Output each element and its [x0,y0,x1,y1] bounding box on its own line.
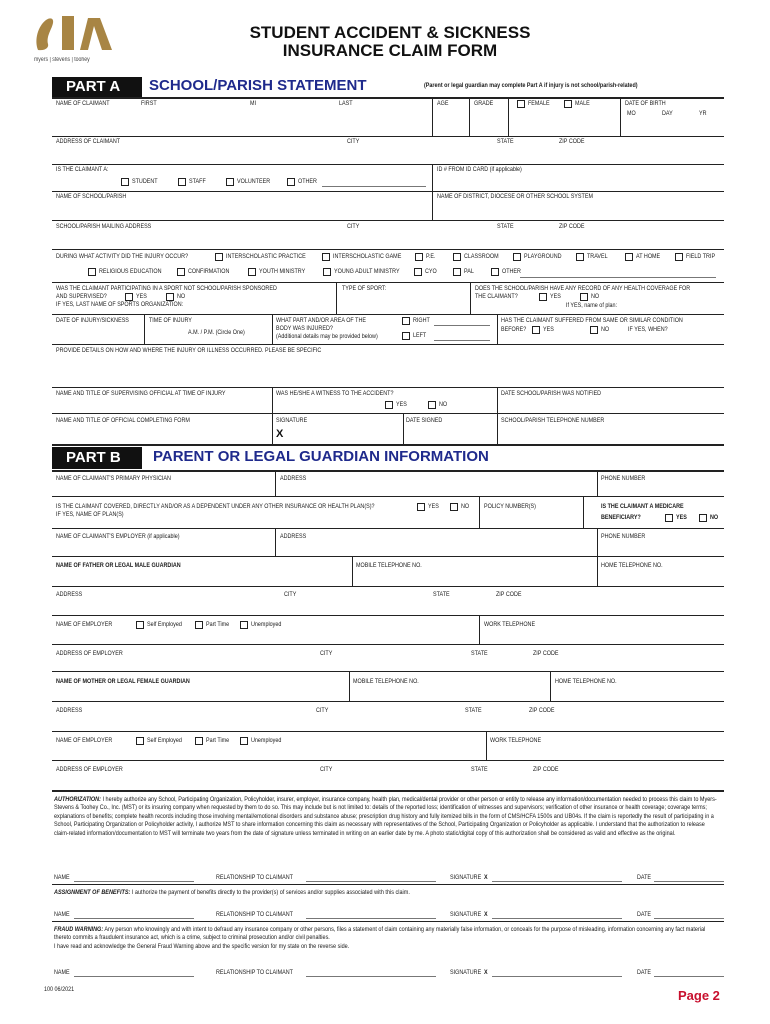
father-home-label: HOME TELEPHONE NO. [601,562,663,569]
activity-option-label: YOUTH MINISTRY [259,268,306,275]
activity-option-label: CYO [425,268,437,275]
other-label: OTHER [298,178,317,185]
fraud-sig-date-label: DATE [637,969,652,976]
suffered-yes-checkbox[interactable] [532,326,540,334]
assignment-heading: ASSIGNMENT OF BENEFITS: [54,889,131,896]
authorization-text: I hereby authorize any School, Participating Organization, Policyholder, insurer, employer, insurance company, health plan, medical/dental provider or other person or entity to release any information/documentation needed to process this claim to Myers-Stevens & Toohey Co., Inc. (MST) or its insuring company when requested by them to do so. This may include but is not limited to: details of the reported loss; identification of witnesses and supervisors; verification of other insurance or health coverage; coverage terms; explanations of benefits; complete health records including those involving mental/emotional disorders and substance abuse; prescription drug history and fully itemized bills in the form of CMS/HCFA 1500s and UB04s. If the claim is reportedly the result of participating in a School, Participating Organization or Policyholder activity, I authorize MST to share information concerning this claim as necessary with representatives of the School, Participating Organization or Policyholder as applicable. I understand that the authorization to release claim-related information/documentation to MST will terminate two years from the date of signature unless terminated in writing on an earlier date by me. A photo static/digital copy of this authorization shall be considered as valid and effective as the original. [54,796,717,837]
assign-sig-date-label: DATE [637,911,652,918]
mother-mobile-label: MOBILE TELEPHONE NO. [353,678,419,685]
rule [52,387,724,388]
rule [597,556,598,586]
activity-option-label: TRAVEL [587,253,608,260]
day-label: DAY [662,110,673,117]
other-checkbox[interactable] [287,178,295,186]
mother-address-label: ADDRESS [56,707,83,714]
mailing-address-label: SCHOOL/PARISH MAILING ADDRESS [56,223,152,230]
employer-address-label: ADDRESS [280,533,307,540]
activity-checkbox[interactable] [415,253,423,261]
part-a-note: (Parent or legal guardian may complete Part A if injury is not school/parish-related) [424,82,638,89]
sport-yes-label: YES [136,293,147,300]
what-part-label-3: (Additional details may be provided below) [276,333,378,340]
activity-checkbox[interactable] [323,268,331,276]
rule [52,413,724,414]
part-b-label: PART B [52,447,142,469]
suffered-before-label-2: BEFORE? [501,326,527,333]
fraud-sig-signature-x: X [484,969,488,976]
form-title-line2: INSURANCE CLAIM FORM [282,41,498,60]
activity-option-label: RELIGIOUS EDUCATION [99,268,162,275]
school-phone-label: SCHOOL/PARISH TELEPHONE NUMBER [501,417,605,424]
covered-yes-checkbox[interactable] [417,503,425,511]
right-checkbox[interactable] [402,317,410,325]
sport-yes-checkbox[interactable] [125,293,133,301]
mother-employer-address-label: ADDRESS OF EMPLOYER [56,766,123,773]
fraud-heading: FRAUD WARNING: [54,926,104,933]
male-checkbox[interactable] [564,100,572,108]
rule [52,884,724,885]
activity-other-fill-line[interactable] [520,277,716,278]
date-notified-label: DATE SCHOOL/PARISH WAS NOTIFIED [501,390,602,397]
witness-no-label: NO [439,401,448,408]
supervising-official-label: NAME AND TITLE OF SUPERVISING OFFICIAL AT TIME OF INJURY [56,390,226,397]
city-label: CITY [347,138,360,145]
female-checkbox[interactable] [517,100,525,108]
rule [349,671,350,701]
provide-details-label: PROVIDE DETAILS ON HOW AND WHERE THE INJURY OR ILLNESS OCCURRED. PLEASE BE SPECIFIC [56,347,322,354]
rule [52,249,724,250]
rule [403,413,404,444]
mother-work-phone-label: WORK TELEPHONE [490,737,542,744]
left-label: LEFT [413,332,427,339]
witness-no-checkbox[interactable] [428,401,436,409]
other-fill-line[interactable] [322,186,426,187]
activity-checkbox[interactable] [177,268,185,276]
is-claimant-a-label: IS THE CLAIMANT A: [56,166,109,173]
mother-city-label: CITY [316,707,329,714]
male-label: MALE [575,100,590,107]
part-a-title: SCHOOL/PARISH STATEMENT [149,77,367,94]
rule [52,921,724,922]
suffered-no-label: NO [601,326,610,333]
assignment-text: I authorize the payment of benefits directly to the provider(s) of services and/or supplies associated with this claim. [131,889,410,896]
employer-label: NAME OF CLAIMANT'S EMPLOYER (if applicable) [56,533,180,540]
assign-sig-relationship-label: RELATIONSHIP TO CLAIMANT [216,911,293,918]
suffered-no-checkbox[interactable] [590,326,598,334]
father-state-label: STATE [433,591,450,598]
activity-option-label: YOUNG ADULT MINISTRY [334,268,400,275]
suffered-before-label-1: HAS THE CLAIMANT SUFFERED FROM SAME OR SIMILAR CONDITION [501,317,683,324]
volunteer-checkbox[interactable] [226,178,234,186]
fraud-paragraph [54,926,718,951]
form-title [160,24,620,60]
rule [52,731,724,732]
auth-sig-signature-x: X [484,874,488,881]
coverage-no-label: NO [591,293,600,300]
father-address-label: ADDRESS [56,591,83,598]
rule [620,99,621,136]
part-b-title: PARENT OR LEGAL GUARDIAN INFORMATION [153,448,489,465]
right-label: RIGHT [413,317,430,324]
auth-sig-name-label: NAME [54,874,70,881]
father-part-time-checkbox[interactable] [195,621,203,629]
rule [52,671,724,672]
witness-yes-label: YES [396,401,407,408]
primary-physician-label: NAME OF CLAIMANT'S PRIMARY PHYSICIAN [56,475,171,482]
sport-sponsored-label-3: IF YES, LAST NAME OF SPORTS ORGANIZATION: [56,301,184,308]
mother-self-employed-label: Self Employed [147,737,182,744]
mother-state-label: STATE [465,707,482,714]
assign-sig-name-label: NAME [54,911,70,918]
physician-phone-label: PHONE NUMBER [601,475,646,482]
rule [52,701,724,702]
policy-numbers-label: POLICY NUMBER(S) [484,503,536,510]
fraud-sig-name-field[interactable] [74,976,194,977]
rule [52,528,724,529]
mi-label: MI [250,100,257,107]
activity-option-label: CLASSROOM [464,253,499,260]
zip-label-2: ZIP CODE [559,223,585,230]
activity-option-label: CONFIRMATION [188,268,230,275]
rule [486,731,487,760]
covered-no-label: NO [461,503,470,510]
school-name-label: NAME OF SCHOOL/PARISH [56,193,127,200]
sport-sponsored-label-2: AND SUPERVISED? [56,293,107,300]
city-label-2: CITY [347,223,360,230]
rule [52,496,724,497]
activity-option-label: INTERSCHOLASTIC PRACTICE [226,253,306,260]
assign-sig-signature-x: X [484,911,488,918]
father-unemployed-checkbox[interactable] [240,621,248,629]
other-coverage-label-2: THE CLAIMANT? [475,293,518,300]
what-part-label-1: WHAT PART AND/OR AREA OF THE [276,317,366,324]
first-label: FIRST [141,100,157,107]
witness-label: WAS HE/SHE A WITNESS TO THE ACCIDENT? [276,390,394,397]
fraud-sig-signature-label: SIGNATURE [450,969,482,976]
activity-checkbox[interactable] [513,253,521,261]
father-mobile-label: MOBILE TELEPHONE NO. [356,562,422,569]
activity-option-label: PAL [464,268,474,275]
auth-sig-signature-label: SIGNATURE [450,874,482,881]
female-label: FEMALE [528,100,550,107]
suffered-yes-label: YES [543,326,554,333]
age-label: AGE [437,100,449,107]
rule [275,528,276,556]
father-part-time-label: Part Time [206,621,230,628]
auth-sig-relationship-field[interactable] [306,881,436,882]
rule [469,99,470,136]
father-self-employed-label: Self Employed [147,621,182,628]
mother-employer-state-label: STATE [471,766,488,773]
authorization-paragraph [54,796,718,838]
state-label-2: STATE [497,223,514,230]
rule [52,314,724,315]
rule [497,387,498,444]
part-a-label: PART A [52,77,142,97]
father-unemployed-label: Unemployed [251,621,282,628]
left-checkbox[interactable] [402,332,410,340]
assign-sig-name-field[interactable] [74,918,194,919]
state-label: STATE [497,138,514,145]
activity-checkbox[interactable] [625,253,633,261]
coverage-no-checkbox[interactable] [580,293,588,301]
fraud-sig-signature-field[interactable] [492,976,622,977]
fraud-sig-date-field[interactable] [654,976,724,977]
activity-checkbox[interactable] [88,268,96,276]
zip-label: ZIP CODE [559,138,585,145]
form-number: 100 06/2021 [44,986,75,993]
mother-unemployed-checkbox[interactable] [240,737,248,745]
rule [597,472,598,496]
am-pm-label: A.M. / P.M. (Circle One) [188,329,245,336]
time-of-injury-label: TIME OF INJURY [149,317,192,324]
address-of-claimant-label: ADDRESS OF CLAIMANT [56,138,121,145]
rule [583,496,584,528]
grade-label: GRADE [474,100,494,107]
auth-sig-date-field[interactable] [654,881,724,882]
activity-checkbox[interactable] [215,253,223,261]
student-checkbox[interactable] [121,178,129,186]
logo-tagline: myers | stevens | toohey [34,57,90,63]
medicare-no-label: NO [710,514,719,521]
father-employer-address-label: ADDRESS OF EMPLOYER [56,650,123,657]
rule [508,99,509,136]
rule [479,496,480,528]
rule [272,387,273,444]
sport-sponsored-label-1: WAS THE CLAIMANT PARTICIPATING IN A SPORT NOT SCHOOL/PARISH SPONSORED [56,285,277,292]
fraud-ack: I have read and acknowledge the General Fraud Warning above and the specific version for my state on the reverse side. [54,942,350,950]
rule [550,671,551,701]
father-label: NAME OF FATHER OR LEGAL MALE GUARDIAN [56,562,181,569]
activity-option-label: FIELD TRIP [686,253,716,260]
mo-label: MO [627,110,636,117]
auth-sig-relationship-label: RELATIONSHIP TO CLAIMANT [216,874,293,881]
part-a-header-rule [52,97,724,99]
rule [52,556,724,557]
rule [52,760,724,761]
mother-employer-zip-label: ZIP CODE [533,766,559,773]
activity-checkbox[interactable] [576,253,584,261]
witness-yes-checkbox[interactable] [385,401,393,409]
rule [52,790,724,792]
father-city-label: CITY [284,591,297,598]
page-number: Page 2 [678,988,720,1003]
covered-no-checkbox[interactable] [450,503,458,511]
assign-sig-date-field[interactable] [654,918,724,919]
rule [275,472,276,496]
assign-sig-relationship-field[interactable] [306,918,436,919]
rule [52,615,724,616]
sport-no-checkbox[interactable] [166,293,174,301]
fraud-sig-name-label: NAME [54,969,70,976]
fraud-sig-relationship-field[interactable] [306,976,436,977]
rule [52,586,724,587]
activity-checkbox[interactable] [453,268,461,276]
activity-checkbox[interactable] [414,268,422,276]
form-title-line1: STUDENT ACCIDENT & SICKNESS [249,23,531,42]
fraud-sig-relationship-label: RELATIONSHIP TO CLAIMANT [216,969,293,976]
assign-sig-signature-label: SIGNATURE [450,911,482,918]
father-employer-zip-label: ZIP CODE [533,650,559,657]
rule [497,314,498,344]
medicare-yes-checkbox[interactable] [665,514,673,522]
medicare-no-checkbox[interactable] [699,514,707,522]
rule [432,164,433,220]
father-self-employed-checkbox[interactable] [136,621,144,629]
covered-label-1: IS THE CLAIMANT COVERED, DIRECTLY AND/OR AS A DEPENDENT UNDER ANY OTHER INSURANCE OR HEALTH PLAN(S)? [56,503,375,510]
authorization-heading: AUTHORIZATION: [54,796,101,803]
employer-phone-label: PHONE NUMBER [601,533,646,540]
mother-zip-label: ZIP CODE [529,707,555,714]
date-of-birth-label: DATE OF BIRTH [625,100,666,107]
coverage-yes-label: YES [550,293,561,300]
activity-checkbox[interactable] [453,253,461,261]
mother-part-time-checkbox[interactable] [195,737,203,745]
rule [52,470,724,472]
id-number-label: ID # FROM ID CARD (if applicable) [437,166,522,173]
last-label: LAST [339,100,353,107]
mother-employer-label: NAME OF EMPLOYER [56,737,113,744]
msa-logo-mark [30,14,120,54]
activity-checkbox[interactable] [491,268,499,276]
mother-self-employed-checkbox[interactable] [136,737,144,745]
student-label: STUDENT [132,178,158,185]
coverage-yes-checkbox[interactable] [539,293,547,301]
rule [597,528,598,556]
date-signed-label: DATE SIGNED [406,417,443,424]
what-part-label-2: BODY WAS INJURED? [276,325,333,332]
activity-label: DURING WHAT ACTIVITY DID THE INJURY OCCUR? [56,253,189,260]
auth-sig-signature-field[interactable] [492,881,622,882]
rule [336,282,337,314]
volunteer-label: VOLUNTEER [237,178,271,185]
medicare-yes-label: YES [676,514,687,521]
rule [52,444,724,446]
mother-home-label: HOME TELEPHONE NO. [555,678,617,685]
father-employer-label: NAME OF EMPLOYER [56,621,113,628]
activity-option-label: AT HOME [636,253,661,260]
rule [52,136,724,137]
left-fill-line[interactable] [434,340,490,341]
signature-x: X [276,428,284,440]
rule [52,220,724,221]
rule [52,282,724,283]
mother-employer-city-label: CITY [320,766,333,773]
auth-sig-date-label: DATE [637,874,652,881]
assign-sig-signature-field[interactable] [492,918,622,919]
company-logo [30,14,120,66]
mother-label: NAME OF MOTHER OR LEGAL FEMALE GUARDIAN [56,678,190,685]
right-fill-line[interactable] [434,325,490,326]
sport-no-label: NO [177,293,186,300]
fraud-text: Any person who knowingly and with intent to defraud any insurance company or other persons, files a statement of claim containing any materially false information, or conceals for the purpose of misleading, information concerning any fact material thereto commits a fraudulent insurance act, which is a crime, subject to criminal prosecution and/or civil penalties. [54,926,706,942]
rule [144,314,145,344]
activity-checkbox[interactable] [248,268,256,276]
official-completing-label: NAME AND TITLE OF OFFICIAL COMPLETING FORM [56,417,190,424]
signature-label: SIGNATURE [276,417,308,424]
rule [272,314,273,344]
activity-option-label: INTERSCHOLASTIC GAME [333,253,402,260]
staff-label: STAFF [189,178,206,185]
father-employer-state-label: STATE [471,650,488,657]
rule [52,164,724,165]
mother-unemployed-label: Unemployed [251,737,282,744]
assignment-paragraph [54,889,718,897]
activity-option-label: P.E. [426,253,436,260]
medicare-label-1: IS THE CLAIMANT A MEDICARE [601,503,684,510]
mother-part-time-label: Part Time [206,737,230,744]
physician-address-label: ADDRESS [280,475,307,482]
activity-checkbox[interactable] [322,253,330,261]
rule [52,344,724,345]
father-zip-label: ZIP CODE [496,591,522,598]
staff-checkbox[interactable] [178,178,186,186]
auth-sig-name-field[interactable] [74,881,194,882]
other-coverage-label-1: DOES THE SCHOOL/PARISH HAVE ANY RECORD OF ANY HEALTH COVERAGE FOR [475,285,691,292]
rule [52,644,724,645]
date-of-injury-label: DATE OF INJURY/SICKNESS [56,317,129,324]
other-coverage-label-3: If YES, name of plan: [566,302,618,309]
covered-label-2: IF YES, NAME OF PLAN(S) [56,511,124,518]
yr-label: YR [699,110,707,117]
rule [52,191,724,192]
rule [432,99,433,136]
activity-option-label: OTHER [502,268,521,275]
father-work-phone-label: WORK TELEPHONE [484,621,536,628]
covered-yes-label: YES [428,503,439,510]
rule [479,615,480,644]
medicare-label-2: BENEFICIARY? [601,514,641,521]
father-employer-city-label: CITY [320,650,333,657]
name-of-claimant-label: NAME OF CLAIMANT [56,100,110,107]
activity-option-label: PLAYGROUND [524,253,562,260]
rule [470,282,471,314]
activity-checkbox[interactable] [675,253,683,261]
if-yes-when-label: IF YES, WHEN? [628,326,668,333]
type-of-sport-label: TYPE OF SPORT: [342,285,387,292]
district-name-label: NAME OF DISTRICT, DIOCESE OR OTHER SCHOOL SYSTEM [437,193,593,200]
rule [352,556,353,586]
